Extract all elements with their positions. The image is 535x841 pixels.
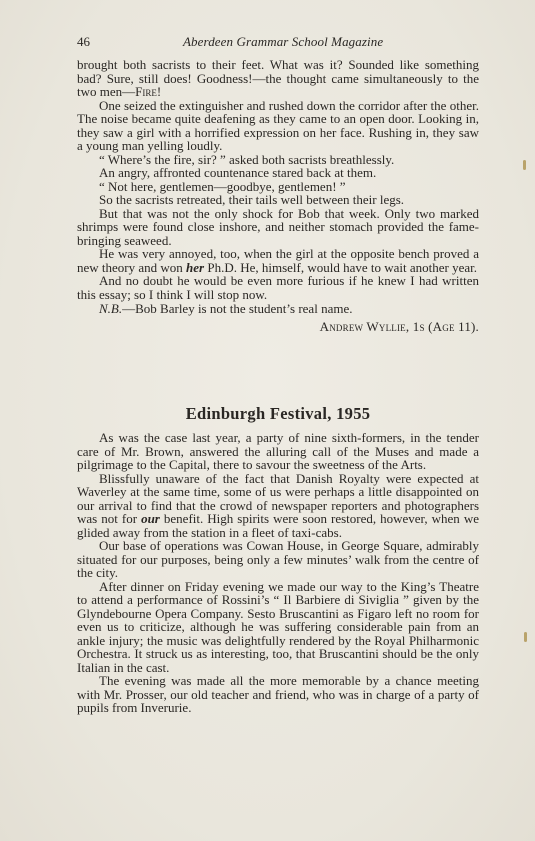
paper-stain-mark bbox=[523, 160, 526, 170]
festival-article bbox=[77, 431, 479, 715]
emphasis-our: our bbox=[141, 511, 160, 526]
page-header bbox=[77, 34, 479, 52]
story-paragraph-text: brought both sacrists to their feet. What was it? Sounded like something bad? Sure, still does! Goodness!—the thought came simultaneously to the two men— bbox=[77, 57, 479, 99]
story-paragraph: An angry, affronted countenance stared back at them. bbox=[99, 165, 377, 180]
nota-bene-text: —Bob Barley is not the student’s real name. bbox=[122, 301, 353, 316]
story-continuation bbox=[77, 58, 479, 333]
story-paragraph-text: He was very annoyed, too, when the girl at the opposite bench proved a new theory and won bbox=[77, 246, 479, 275]
emphasis-her: her bbox=[186, 259, 205, 275]
article-paragraph bbox=[77, 472, 479, 540]
paper-stain-mark bbox=[524, 632, 527, 642]
article-paragraph: As was the case last year, a party of nine sixth-formers, in the tender care of Mr. Brown, answered the alluring call of the Muses and made a pilgrimage to the Capital, there to savour the sweetness of the Arts. bbox=[77, 430, 479, 472]
page-number: 46 bbox=[77, 34, 90, 49]
story-paragraph bbox=[77, 58, 479, 99]
article-paragraph: After dinner on Friday evening we made our way to the King’s Theatre to attend a performance of Rossini’s “ Il Barbiere di Siviglia ” given by the Glyndebourne Opera Company. Sesto Bruscantini as Figaro left no room for even us to criticize, although he was suffering considerable pain from an ankle injury; the music was delightfully rendered by the Royal Philharmonic Orchestra. It struck us as interesting, too, that Bruscantini should be the only Italian in the cast. bbox=[77, 578, 479, 675]
story-paragraph: So the sacrists retreated, their tails well between their legs. bbox=[99, 192, 405, 207]
story-paragraph: But that was not the only shock for Bob that week. Only two marked shrimps were found close inshore, and neither stomach provided the fame-bringing seaweed. bbox=[77, 205, 479, 248]
article-paragraph: Our base of operations was Cowan House, in George Square, admirably situated for our purposes, being only a few minutes’ walk from the centre of the city. bbox=[77, 538, 479, 580]
story-paragraph: “ Not here, gentlemen—goodbye, gentlemen! ” bbox=[99, 178, 346, 194]
nota-bene bbox=[77, 302, 479, 316]
nota-bene-label: N.B. bbox=[99, 301, 123, 316]
story-paragraph: One seized the extinguisher and rushed down the corridor after the other. The noise became quite deafening as they came to an open door. Looking in, they saw a girl with a horrified expression on her face. Rushing in, they saw a young man yelling loudly. bbox=[77, 97, 479, 153]
story-paragraph: And no doubt he would be even more furious if he knew I had written this essay; so I think I will stop now. bbox=[77, 273, 479, 302]
author-signature: Andrew Wyllie, 1s (Age 11). bbox=[319, 318, 479, 334]
story-paragraph-text: Ph.D. He, himself, would have to wait another year. bbox=[207, 259, 478, 275]
article-paragraph: The evening was made all the more memorable by a chance meeting with Mr. Prosser, our old teacher and friend, who was in charge of a party of pupils from Inverurie. bbox=[77, 673, 479, 715]
running-title: Aberdeen Grammar School Magazine bbox=[183, 34, 384, 49]
story-paragraph bbox=[77, 247, 479, 274]
article-paragraph-text: Blissfully unaware of the fact that Danish Royalty were expected at Waverley at the same time, some of us were perhaps a little disappointed on our arrival to find that the crowd of newspaper reporters and photographers was not for bbox=[77, 470, 479, 526]
story-paragraph: “ Where’s the fire, sir? ” asked both sacrists breathlessly. bbox=[99, 151, 395, 167]
fire-word: Fire! bbox=[135, 84, 162, 99]
article-title: Edinburgh Festival, 1955 bbox=[185, 404, 371, 423]
article-paragraph-text: benefit. High spirits were soon restored, however, when we glided away from the station in a fleet of taxi-cabs. bbox=[77, 511, 479, 540]
